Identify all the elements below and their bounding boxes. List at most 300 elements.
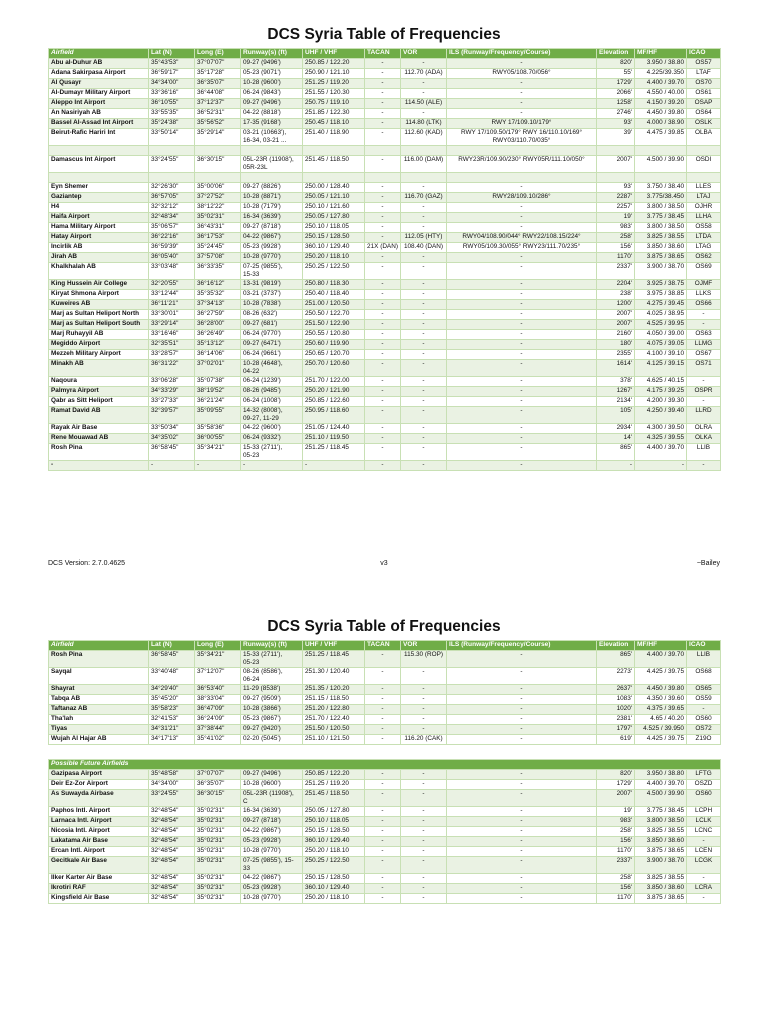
table-row	[49, 290, 721, 300]
table-cell: -	[401, 807, 447, 817]
table-cell	[365, 146, 401, 156]
table-cell: -	[365, 213, 401, 223]
airfield-name: Beirut-Rafic Hariri Int	[49, 129, 149, 146]
table-cell: 33°55'35"	[149, 109, 195, 119]
table-cell: -	[365, 847, 401, 857]
airfield-name: Incirlik AB	[49, 243, 149, 253]
table-cell: -	[401, 253, 447, 263]
table-cell: 4.425 / 39.75	[635, 668, 687, 685]
table-cell: 35°06'57"	[149, 223, 195, 233]
table-cell: -	[401, 685, 447, 695]
table-cell: 32°48'54"	[149, 817, 195, 827]
airfield-name: Kiryat Shmona Airport	[49, 290, 149, 300]
table-cell: 33°40'48"	[149, 668, 195, 685]
table-row	[49, 827, 721, 837]
table-cell: 37°07'07"	[195, 59, 241, 69]
table-cell: 156'	[597, 243, 635, 253]
table-cell: 33°27'33"	[149, 397, 195, 407]
table-cell: 11-29 (8538')	[241, 685, 303, 695]
author-label: ~Bailey	[696, 560, 720, 567]
table-cell: -	[447, 668, 597, 685]
table-row	[49, 874, 721, 884]
table-cell: 3.775/38.450	[635, 193, 687, 203]
table-cell: 34°29'40"	[149, 685, 195, 695]
table-cell: -	[447, 407, 597, 424]
airfield-name: As Suwayda Airbase	[49, 790, 149, 807]
table-cell: -	[687, 461, 721, 471]
table-cell: 07-25 (9855'), 15-33	[241, 857, 303, 874]
table-cell: 251.45 / 118.50	[303, 156, 365, 173]
table-cell: LLKS	[687, 290, 721, 300]
table-cell	[365, 173, 401, 183]
table-cell	[149, 173, 195, 183]
table-cell: LTAF	[687, 69, 721, 79]
airfield-name: Deir Ez-Zor Airport	[49, 780, 149, 790]
table-cell: 36°47'09"	[195, 705, 241, 715]
table-cell: OS57	[687, 59, 721, 69]
column-header: ILS (Runway/Frequency/Course)	[447, 641, 597, 651]
table-cell: -	[401, 715, 447, 725]
table-cell: 3.900 / 38.70	[635, 263, 687, 280]
table-cell: -	[365, 735, 401, 745]
table-cell: 251.10 / 119.50	[303, 434, 365, 444]
table-cell: 820'	[597, 770, 635, 780]
table-cell: -	[365, 857, 401, 874]
table-cell: OS60	[687, 790, 721, 807]
table-cell: -	[447, 99, 597, 109]
table-cell: 250.10 / 121.60	[303, 203, 365, 213]
table-cell: 3.950 / 38.80	[635, 770, 687, 780]
table-cell: 32°32'12"	[149, 203, 195, 213]
airfield-name: Megiddo Airport	[49, 340, 149, 350]
table-cell: -	[447, 444, 597, 461]
table-cell: 10-28 (9770')	[241, 253, 303, 263]
table-cell: 3.775 / 38.45	[635, 807, 687, 817]
table-cell: -	[447, 770, 597, 780]
table-cell: 251.10 / 121.50	[303, 735, 365, 745]
table-cell: LCEN	[687, 847, 721, 857]
table-cell: OS62	[687, 253, 721, 263]
table-cell: 32°48'54"	[149, 884, 195, 894]
table-cell: 04-22 (8818')	[241, 109, 303, 119]
table-cell: 4.450 / 39.80	[635, 685, 687, 695]
table-cell: -	[401, 874, 447, 884]
table-cell: 06-24 (9770')	[241, 330, 303, 340]
table-cell: 251.85 / 122.30	[303, 109, 365, 119]
table-cell: -	[401, 340, 447, 350]
table-cell: 32°48'54"	[149, 827, 195, 837]
table-cell: 250.90 / 121.10	[303, 69, 365, 79]
airfield-name: Bassel Al-Assad Int Airport	[49, 119, 149, 129]
table-cell: -	[401, 59, 447, 69]
future-section-label: Possible Future Airfields	[49, 760, 721, 770]
table-cell: 34°34'00"	[149, 79, 195, 89]
table-row	[49, 770, 721, 780]
table-cell: -	[365, 685, 401, 695]
table-cell: 16-34 (3639')	[241, 807, 303, 817]
table-cell: -	[401, 330, 447, 340]
table-cell: LLES	[687, 183, 721, 193]
table-cell: OJHR	[687, 203, 721, 213]
table-cell: 09-27 (6471')	[241, 340, 303, 350]
table-cell: 36°30'15"	[195, 156, 241, 173]
table-cell: -	[401, 434, 447, 444]
table-cell: OS69	[687, 263, 721, 280]
table-cell: Z19O	[687, 735, 721, 745]
airfield-name: Khalkhalah AB	[49, 263, 149, 280]
table-cell: -	[365, 444, 401, 461]
table-cell: -	[447, 685, 597, 695]
table-cell: OSLK	[687, 119, 721, 129]
table-cell: 04-22 (9867')	[241, 874, 303, 884]
table-cell: 36°43'31"	[195, 223, 241, 233]
page-footer	[48, 560, 720, 572]
table-cell	[687, 146, 721, 156]
table-cell: 1020'	[597, 705, 635, 715]
table-cell: 05-23 (9071')	[241, 69, 303, 79]
table-cell: -	[447, 253, 597, 263]
table-cell: 4.150 / 39.20	[635, 99, 687, 109]
table-cell: 4.025 / 38.95	[635, 310, 687, 320]
table-cell: 3.800 / 38.50	[635, 203, 687, 213]
table-cell: 36°21'24"	[195, 397, 241, 407]
table-cell: 250.10 / 118.05	[303, 223, 365, 233]
table-cell	[241, 173, 303, 183]
table-cell: -	[635, 461, 687, 471]
page-title: DCS Syria Table of Frequencies	[267, 26, 501, 43]
table-cell: 35°43'53"	[149, 59, 195, 69]
airfield-name: Aleppo Int Airport	[49, 99, 149, 109]
table-row	[49, 320, 721, 330]
table-cell: 2066'	[597, 89, 635, 99]
table-cell: 34°33'29"	[149, 387, 195, 397]
table-cell: -	[365, 203, 401, 213]
table-cell: 114.80 (LTK)	[401, 119, 447, 129]
table-cell: LCPH	[687, 807, 721, 817]
table-cell	[597, 173, 635, 183]
table-row	[49, 444, 721, 461]
table-cell: 19'	[597, 213, 635, 223]
table-row	[49, 59, 721, 69]
table-cell: 619'	[597, 735, 635, 745]
table-cell: 4.175 / 39.25	[635, 387, 687, 397]
table-cell: -	[365, 705, 401, 715]
table-row	[49, 340, 721, 350]
table-cell: 250.10 / 118.05	[303, 817, 365, 827]
table-cell: -	[365, 310, 401, 320]
table-cell: 38°12'22"	[195, 203, 241, 213]
table-cell: -	[401, 705, 447, 715]
table-cell: -	[365, 156, 401, 173]
table-cell: 37°07'07"	[195, 770, 241, 780]
table-cell: 32°41'53"	[149, 715, 195, 725]
table-cell: LCLK	[687, 817, 721, 827]
table-cell: 03-21 (3737')	[241, 290, 303, 300]
table-cell: 16-34 (3639')	[241, 213, 303, 223]
table-row	[49, 884, 721, 894]
table-cell: 1258'	[597, 99, 635, 109]
table-cell: 06-24 (1008')	[241, 397, 303, 407]
table-cell: -	[365, 461, 401, 471]
table-cell: 33°50'14"	[149, 129, 195, 146]
table-cell: LLMG	[687, 340, 721, 350]
column-header: Airfield	[49, 641, 149, 651]
table-cell: 33°29'14"	[149, 320, 195, 330]
table-row	[49, 109, 721, 119]
table-cell: 35°48'58"	[149, 770, 195, 780]
table-cell: 36°44'08"	[195, 89, 241, 99]
table-cell: 2134'	[597, 397, 635, 407]
table-row	[49, 434, 721, 444]
table-cell: -	[195, 461, 241, 471]
table-cell: 4.300 / 39.50	[635, 424, 687, 434]
airfield-name	[49, 146, 149, 156]
table-cell: 93'	[597, 183, 635, 193]
table-cell: 4.425 / 39.75	[635, 735, 687, 745]
table-cell: RWY 17/109.10/179°	[447, 119, 597, 129]
table-cell: 2637'	[597, 685, 635, 695]
table-cell: 3.800 / 38.50	[635, 817, 687, 827]
table-cell: 250.80 / 118.30	[303, 280, 365, 290]
table-cell: 33°16'46"	[149, 330, 195, 340]
table-cell: 983'	[597, 817, 635, 827]
table-row	[49, 857, 721, 874]
table-cell: 35°41'02"	[195, 735, 241, 745]
table-row	[49, 817, 721, 827]
table-cell: OSDI	[687, 156, 721, 173]
table-cell: 09-27 (9496')	[241, 59, 303, 69]
table-row	[49, 69, 721, 79]
table-cell: -	[447, 360, 597, 377]
table-cell: -	[365, 79, 401, 89]
column-header: Elevation	[597, 49, 635, 59]
table-cell: 4.550 / 40.00	[635, 89, 687, 99]
table-cell: 4.525 / 39.95	[635, 320, 687, 330]
airfield-name: Adana Sakirpasa Airport	[49, 69, 149, 79]
table-cell: 35°35'32"	[195, 290, 241, 300]
table-cell: LCRA	[687, 884, 721, 894]
table-cell	[687, 173, 721, 183]
table-cell: 35°17'28"	[195, 69, 241, 79]
table-cell: -	[365, 89, 401, 99]
table-row	[49, 725, 721, 735]
table-cell: 251.30 / 120.40	[303, 668, 365, 685]
table-cell: -	[401, 424, 447, 434]
table-cell: -	[447, 377, 597, 387]
table-cell: 35°02'31"	[195, 874, 241, 884]
table-cell: -	[401, 695, 447, 705]
table-cell: 2934'	[597, 424, 635, 434]
table-cell: -	[447, 837, 597, 847]
table-cell: OSPR	[687, 387, 721, 397]
table-cell: 2337'	[597, 857, 635, 874]
table-cell: 4.125 / 39.15	[635, 360, 687, 377]
table-cell: -	[365, 280, 401, 290]
table-cell: 4.65 / 40.20	[635, 715, 687, 725]
table-cell: 33°24'55"	[149, 156, 195, 173]
table-cell: 3.850 / 38.60	[635, 884, 687, 894]
table-row	[49, 790, 721, 807]
table-row	[49, 407, 721, 424]
table-cell: 156'	[597, 837, 635, 847]
table-cell: -	[365, 790, 401, 807]
table-cell: 251.70 / 122.40	[303, 715, 365, 725]
table-cell: 08-26 (632')	[241, 310, 303, 320]
table-cell: 36°26'49"	[195, 330, 241, 340]
airfield-name: Ikrotiri RAF	[49, 884, 149, 894]
table-cell: 32°48'54"	[149, 894, 195, 904]
table-row	[49, 350, 721, 360]
table-cell: 112.70 (ADA)	[401, 69, 447, 79]
table-cell: 35°02'31"	[195, 213, 241, 223]
table-cell: -	[447, 280, 597, 290]
table-cell: -	[401, 894, 447, 904]
table-cell: OS64	[687, 109, 721, 119]
table-cell: -	[303, 461, 365, 471]
table-cell: 250.75 / 119.10	[303, 99, 365, 109]
table-cell: -	[365, 407, 401, 424]
table-row	[49, 668, 721, 685]
table-cell: OS66	[687, 300, 721, 310]
table-cell: 250.25 / 122.50	[303, 263, 365, 280]
table-row	[49, 119, 721, 129]
table-cell: -	[365, 69, 401, 79]
table-cell: 4.400 / 39.70	[635, 651, 687, 668]
table-cell: 3.850 / 38.60	[635, 243, 687, 253]
table-row	[49, 461, 721, 471]
table-cell: 251.25 / 119.20	[303, 780, 365, 790]
table-cell	[303, 146, 365, 156]
table-cell: -	[447, 350, 597, 360]
frequency-table	[48, 640, 721, 745]
table-cell: 250.20 / 118.10	[303, 894, 365, 904]
table-cell: LLHA	[687, 213, 721, 223]
airfield-name: Kuweires AB	[49, 300, 149, 310]
table-cell: LTDA	[687, 233, 721, 243]
table-cell: -	[365, 770, 401, 780]
table-cell: 2337'	[597, 263, 635, 280]
column-header: UHF / VHF	[303, 49, 365, 59]
table-cell: 251.00 / 120.50	[303, 300, 365, 310]
table-cell: RWY28/109.10/286°	[447, 193, 597, 203]
table-cell: 250.05 / 121.10	[303, 193, 365, 203]
table-cell: 34°35'02"	[149, 434, 195, 444]
airfield-name: Marj as Sultan Heliport North	[49, 310, 149, 320]
table-cell: -	[401, 397, 447, 407]
table-cell: -	[365, 330, 401, 340]
table-cell: 07-25 (9855'), 15-33	[241, 263, 303, 280]
table-cell: 4.525 / 39.950	[635, 725, 687, 735]
table-cell: 35°07'38"	[195, 377, 241, 387]
table-cell: -	[447, 884, 597, 894]
table-cell: 33°06'28"	[149, 377, 195, 387]
table-cell: -	[447, 715, 597, 725]
table-cell: 2381'	[597, 715, 635, 725]
table-cell: 360.10 / 129.40	[303, 837, 365, 847]
table-cell: 251.05 / 124.40	[303, 424, 365, 434]
table-cell: -	[447, 705, 597, 715]
table-cell: -	[365, 129, 401, 146]
table-cell: 250.25 / 122.50	[303, 857, 365, 874]
table-header-row	[49, 49, 721, 59]
table-cell: 238'	[597, 290, 635, 300]
table-row	[49, 203, 721, 213]
table-cell: 108.40 (DAN)	[401, 243, 447, 253]
table-cell: 2746'	[597, 109, 635, 119]
table-cell: -	[447, 213, 597, 223]
table-cell: 08-26 (9485')	[241, 387, 303, 397]
table-cell: 33°36'16"	[149, 89, 195, 99]
table-cell: -	[365, 715, 401, 725]
table-cell: -	[447, 290, 597, 300]
table-cell: -	[401, 320, 447, 330]
table-cell: 378'	[597, 377, 635, 387]
table-cell: -	[447, 320, 597, 330]
table-cell: -	[447, 790, 597, 807]
table-cell: OLBA	[687, 129, 721, 146]
airfield-name: Eyn Shemer	[49, 183, 149, 193]
table-cell: 251.25 / 118.45	[303, 444, 365, 461]
table-cell: -	[401, 668, 447, 685]
table-cell: -	[447, 79, 597, 89]
table-row	[49, 193, 721, 203]
table-cell: OS70	[687, 79, 721, 89]
table-cell: 06-24 (9843')	[241, 89, 303, 99]
table-cell: 2257'	[597, 203, 635, 213]
table-cell: -	[365, 387, 401, 397]
table-cell: OS67	[687, 350, 721, 360]
table-cell: 04-22 (9867')	[241, 233, 303, 243]
table-cell: 251.40 / 118.90	[303, 129, 365, 146]
table-cell: -	[447, 387, 597, 397]
table-cell: 36°27'59"	[195, 310, 241, 320]
table-cell: -	[365, 263, 401, 280]
table-cell: OS58	[687, 223, 721, 233]
table-cell: 3.775 / 38.45	[635, 213, 687, 223]
table-cell: -	[447, 651, 597, 668]
table-cell: LLRD	[687, 407, 721, 424]
table-cell: -	[401, 377, 447, 387]
table-cell: 250.85 / 122.20	[303, 770, 365, 780]
table-cell: 250.95 / 118.60	[303, 407, 365, 424]
table-row	[49, 263, 721, 280]
table-cell	[195, 173, 241, 183]
table-cell: 36°53'40"	[195, 685, 241, 695]
table-cell	[597, 146, 635, 156]
table-row	[49, 847, 721, 857]
table-cell: 02-20 (5045')	[241, 735, 303, 745]
airfield-name: Palmyra Airport	[49, 387, 149, 397]
column-header: TACAN	[365, 641, 401, 651]
table-cell: -	[447, 183, 597, 193]
table-cell: 35°58'36"	[195, 424, 241, 434]
table-cell: 865'	[597, 651, 635, 668]
table-cell: 05-23 (9867')	[241, 715, 303, 725]
table-cell: 32°48'54"	[149, 857, 195, 874]
table-cell: 36°30'15"	[195, 790, 241, 807]
table-cell: 09-27 (8718')	[241, 817, 303, 827]
table-cell: OSZD	[687, 780, 721, 790]
table-row	[49, 837, 721, 847]
table-cell: 2355'	[597, 350, 635, 360]
table-cell	[447, 173, 597, 183]
table-cell: -	[447, 203, 597, 213]
table-header-row	[49, 641, 721, 651]
table-cell: OS61	[687, 89, 721, 99]
table-cell: 4.475 / 39.85	[635, 129, 687, 146]
table-cell: -	[365, 874, 401, 884]
airfield-name: Rosh Pina	[49, 444, 149, 461]
